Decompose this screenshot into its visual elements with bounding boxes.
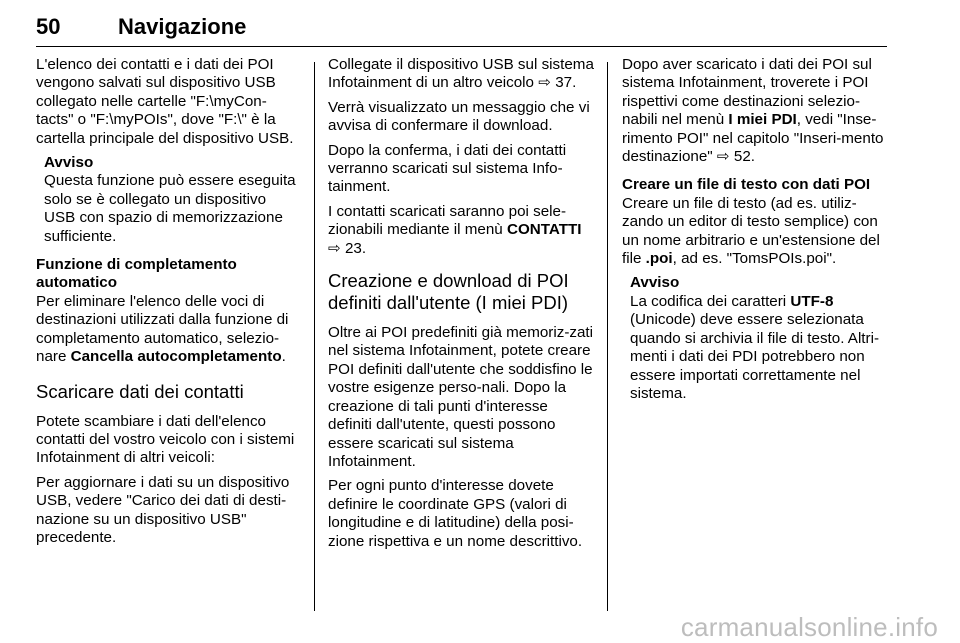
paragraph: Potete scambiare i dati dell'elenco contatti del vostro veicolo con i sistemi Infotainment di altri veicoli: (36, 412, 295, 467)
file-extension: .poi (645, 250, 673, 268)
paragraph: Per eliminare l'elenco delle voci di destinazioni utilizzati dalla funzione di completamento automatico, selezio-nare Cancella autocompletamento. (36, 292, 289, 366)
page-number: 50 (36, 14, 61, 39)
subheading-autocomplete: Funzione di completamento automatico (36, 256, 237, 292)
page-reference-icon: ⇨ (538, 74, 551, 92)
watermark: carmanualsonline.info (680, 612, 938, 642)
note-box: Avviso La codifica dei caratteri UTF-8 (Unicode) deve essere selezionata quando si archivia il file di testo. Altri-menti i dati dei PDI potrebbero non essere importati correttamente nel sistema. (622, 274, 890, 403)
paragraph: Dopo aver scaricato i dati dei POI sul sistema Infotainment, troverete i POI rispettivi come destinazioni selezio-nabili nel menù I miei PDI, vedi "Inse-rimento POI" nel capitolo "Inseri-mento destinazione" ⇨ 52. (622, 56, 884, 166)
menu-item-ref: Cancella autocompletamento (70, 348, 282, 366)
menu-item-ref: CONTATTI (506, 221, 582, 239)
page-header (36, 14, 888, 50)
column-divider-1 (314, 62, 315, 611)
note-box (36, 154, 301, 246)
column-2 (328, 56, 594, 557)
paragraph: Creare un file di testo (ad es. utiliz-zando un editor di testo semplice) con un nome arbitrario e un'estensione del file .poi, ad es. "TomsPOIs.poi". (622, 194, 880, 268)
paragraph: Per aggiornare i dati su un dispositivo USB, vedere "Carico dei dati di desti-nazione su un dispositivo USB" precedente. (36, 473, 290, 546)
section-heading-download-contacts: Scaricare dati dei contatti (36, 380, 244, 402)
section-heading-user-poi: Creazione e download di POI definiti dall'utente (I miei PDI) (328, 270, 569, 314)
page-title: Navigazione (118, 14, 247, 39)
page-reference-icon: ⇨ (328, 239, 341, 257)
paragraph: Collegate il dispositivo USB sul sistema Infotainment di un altro veicolo ⇨ 37. (328, 56, 594, 92)
note-title: Avviso (44, 154, 94, 172)
paragraph: L'elenco dei contatti e i dati dei POI vengono salvati sul dispositivo USB collegato nelle cartelle "F:\myCon-tacts" o "F:\myPOIs", dove "F:\" è la cartella principale del dispositivo USB. (36, 56, 294, 147)
column-divider-2 (607, 62, 608, 611)
encoding-name: UTF-8 (790, 292, 834, 310)
paragraph: Oltre ai POI predefiniti già memoriz-zati nel sistema Infotainment, potete creare POI definiti dall'utente che soddisfino le vostre esigenze perso-nali. Dopo la creazione di tali punti d'interesse definiti dall'utente, questi possono essere scaricati sul sistema Infotainment. (328, 324, 594, 470)
header-rule (36, 46, 887, 47)
paragraph: Per ogni punto d'interesse dovete definire le coordinate GPS (valori di longitudine e di latitudine) della posi-zione rispettiva e un nome descrittivo. (328, 477, 583, 550)
page-ref-number: 23 (344, 239, 362, 257)
column-1 (36, 56, 301, 553)
page-reference-icon: ⇨ (716, 148, 730, 166)
page-ref-number: 37 (555, 74, 573, 92)
page-ref-number: 52 (733, 148, 751, 166)
paragraph: Dopo la conferma, i dati dei contatti verranno scaricati sul sistema Info-tainment. (328, 141, 567, 196)
note-title: Avviso (630, 274, 680, 292)
note-text: Questa funzione può essere eseguita solo se è collegato un dispositivo USB con spazio di memorizzazione sufficiente. (44, 172, 296, 245)
paragraph: Verrà visualizzato un messaggio che vi avvisa di confermare il download. (328, 98, 590, 135)
subheading-create-text-file: Creare un file di testo con dati POI (622, 176, 871, 194)
column-3 (622, 56, 890, 409)
paragraph: I contatti scaricati saranno poi sele-zionabili mediante il menù CONTATTI ⇨ 23. (328, 202, 582, 257)
menu-item-ref: I miei PDI (728, 111, 797, 129)
